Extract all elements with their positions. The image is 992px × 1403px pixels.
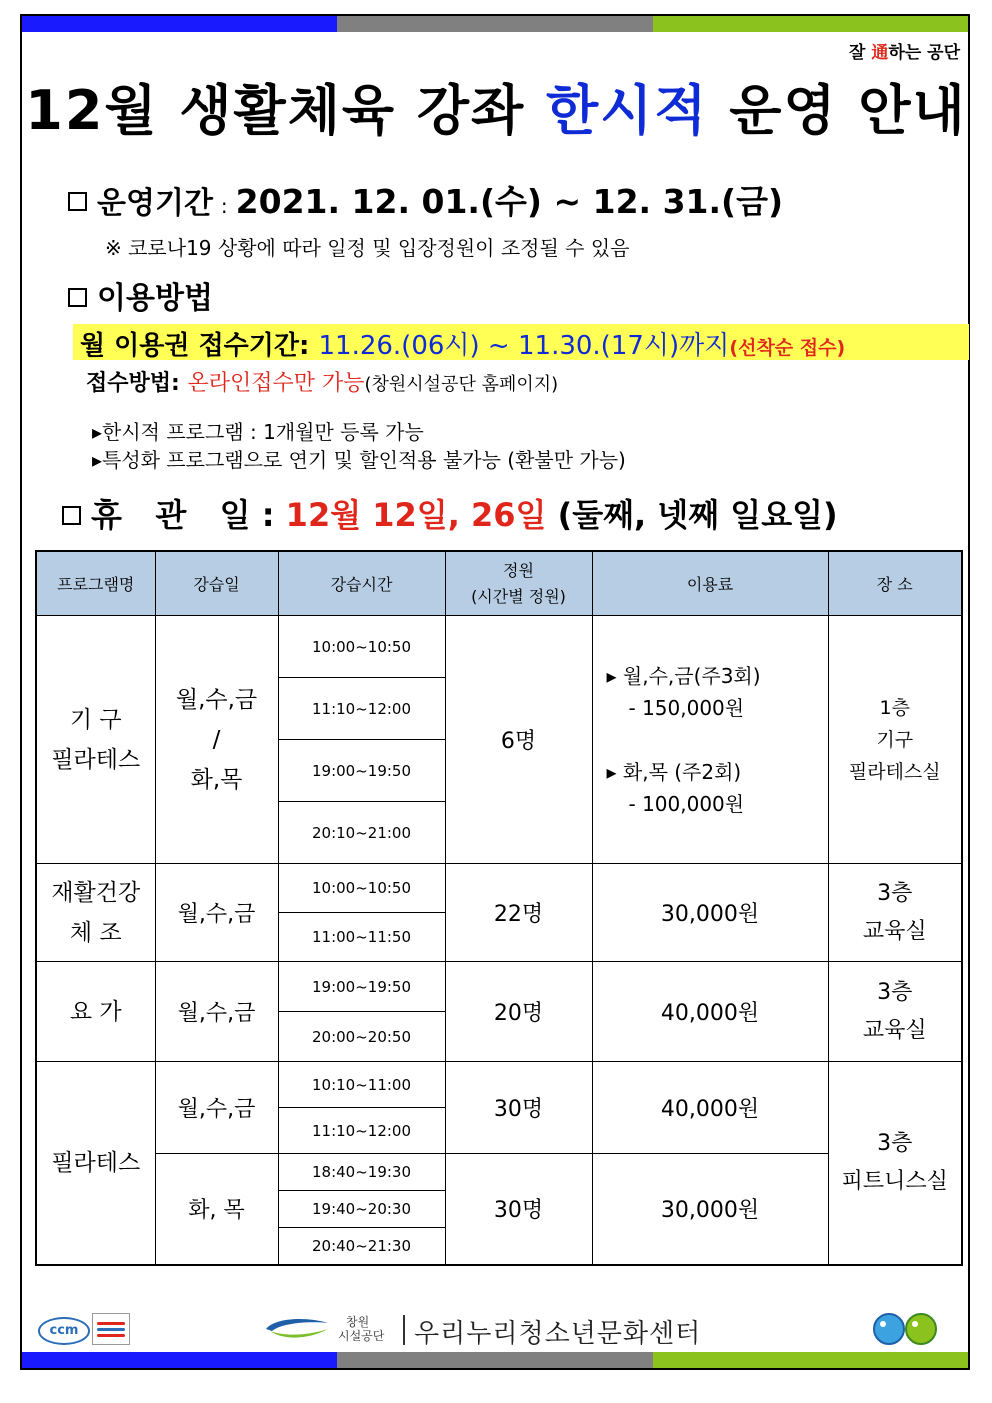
fee: 30,000원 xyxy=(592,1154,828,1265)
header-place: 장 소 xyxy=(828,551,962,616)
registration-method: 접수방법: 온라인접수만 가능(창원시설공단 홈페이지) xyxy=(86,371,559,396)
table-row xyxy=(36,962,962,1012)
capacity: 20명 xyxy=(445,962,592,1062)
mascot-eye xyxy=(912,1321,918,1327)
class-time: 11:10~12:00 xyxy=(278,678,445,740)
checkbox-bullet-icon xyxy=(62,506,81,525)
ccm-logo: ccm xyxy=(38,1317,90,1345)
usage-note-item: ▸한시적 프로그램 : 1개월만 등록 가능 xyxy=(92,420,424,444)
usage-notes xyxy=(92,418,626,474)
program-days: 월,수,금 xyxy=(155,962,278,1062)
usage-section-title: 이용방법 xyxy=(68,273,213,317)
table-row xyxy=(36,616,962,678)
fee: 40,000원 xyxy=(592,962,828,1062)
program-name: 재활건강 체 조 xyxy=(36,864,155,962)
fee: 30,000원 xyxy=(592,864,828,962)
program-days: 월,수,금 xyxy=(155,1062,278,1154)
place: 3층 교육실 xyxy=(828,864,962,962)
class-time: 20:10~21:00 xyxy=(278,802,445,864)
capacity: 30명 xyxy=(445,1154,592,1265)
program-name: 요 가 xyxy=(36,962,155,1062)
period-note: ※ 코로나19 상황에 따라 일정 및 입장정원이 조정될 수 있음 xyxy=(105,236,630,260)
program-days: 월,수,금 xyxy=(155,864,278,962)
class-time: 19:00~19:50 xyxy=(278,962,445,1012)
table-header-row xyxy=(36,551,962,616)
footer-divider xyxy=(403,1315,405,1345)
class-time: 11:10~12:00 xyxy=(278,1108,445,1154)
program-table xyxy=(35,550,963,1266)
closed-days: 휴 관 일 : 12월 12일, 26일 (둘째, 넷째 일요일) xyxy=(62,490,838,536)
fee: 40,000원 xyxy=(592,1062,828,1154)
table-row xyxy=(36,1154,962,1191)
class-time: 11:00~11:50 xyxy=(278,913,445,962)
program-name: 필라테스 xyxy=(36,1062,155,1265)
footer xyxy=(0,1305,992,1350)
header-capacity: 정원 (시간별 정원) xyxy=(445,551,592,616)
program-days: 화, 목 xyxy=(155,1154,278,1265)
class-time: 10:00~10:50 xyxy=(278,864,445,913)
table-row xyxy=(36,864,962,913)
header-program: 프로그램명 xyxy=(36,551,155,616)
page-title: 12월 생활체육 강좌 한시적 운영 안내 xyxy=(25,79,967,142)
fee: ▸ 월,수,금(주3회) - 150,000원 ▸ 화,목 (주2회) - 100,000원 xyxy=(592,616,828,864)
program-name: 기 구 필라테스 xyxy=(36,616,155,864)
place: 3층 피트니스실 xyxy=(828,1062,962,1265)
mascot-icon xyxy=(873,1313,905,1345)
swoosh-logo-icon xyxy=(262,1315,332,1341)
mascot-icon xyxy=(905,1313,937,1345)
class-time: 10:10~11:00 xyxy=(278,1062,445,1108)
class-time: 18:40~19:30 xyxy=(278,1154,445,1191)
registration-period: 월 이용권 접수기간: 11.26.(06시) ~ 11.30.(17시)까지(선착순 접수) xyxy=(80,331,846,361)
table-row xyxy=(36,1062,962,1108)
capacity: 6명 xyxy=(445,616,592,864)
class-time: 19:00~19:50 xyxy=(278,740,445,802)
usage-note-item: ▸특성화 프로그램으로 연기 및 할인적용 불가능 (환불만 가능) xyxy=(92,448,626,472)
period-section: 운영기간 : 2021. 12. 01.(수) ~ 12. 31.(금) xyxy=(68,176,783,223)
header-time: 강습시간 xyxy=(278,551,445,616)
checkbox-bullet-icon xyxy=(68,192,87,211)
mascot-eye xyxy=(880,1321,886,1327)
class-time: 10:00~10:50 xyxy=(278,616,445,678)
slogan: 잘 通하는 공단 xyxy=(849,43,960,63)
center-name: 우리누리청소년문화센터 xyxy=(414,1319,702,1349)
program-days: 월,수,금 / 화,목 xyxy=(155,616,278,864)
bottom-color-stripe xyxy=(22,1352,968,1368)
checkbox-bullet-icon xyxy=(68,288,87,307)
org-name-small: 창원 시설공단 xyxy=(338,1315,385,1343)
header-fee: 이용료 xyxy=(592,551,828,616)
place: 3층 교육실 xyxy=(828,962,962,1062)
place: 1층 기구 필라테스실 xyxy=(828,616,962,864)
class-time: 20:40~21:30 xyxy=(278,1228,445,1265)
capacity: 22명 xyxy=(445,864,592,962)
header-days: 강습일 xyxy=(155,551,278,616)
class-time: 19:40~20:30 xyxy=(278,1191,445,1228)
certification-logo-icon xyxy=(92,1313,130,1345)
capacity: 30명 xyxy=(445,1062,592,1154)
class-time: 20:00~20:50 xyxy=(278,1012,445,1062)
